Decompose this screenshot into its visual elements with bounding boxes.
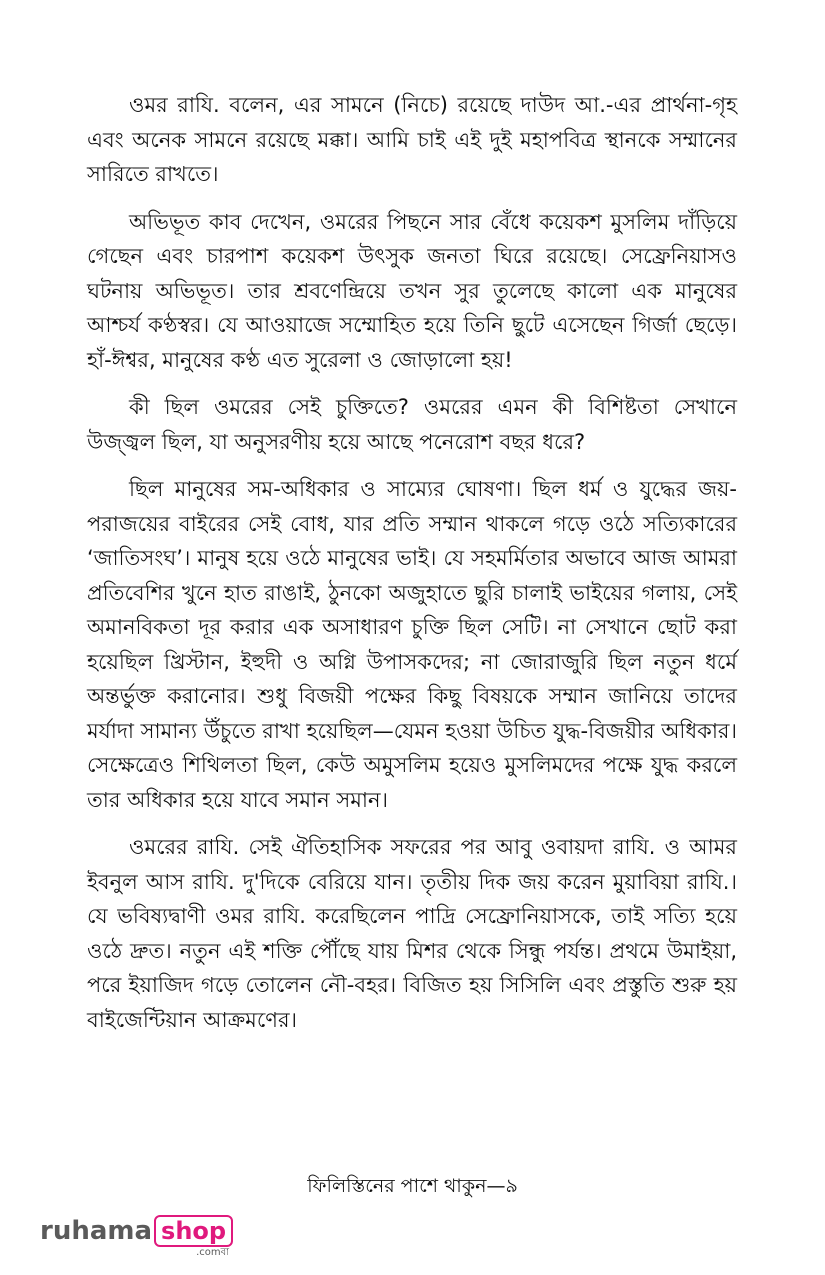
logo-shop-badge	[154, 1215, 233, 1258]
paragraph-4: ছিল মানুষের সম-অধিকার ও সাম্যের ঘোষণা। ছিল ধর্ম ও যুদ্ধের জয়-পরাজয়ের বাইরের সেই বোধ, যার প্রতি সম্মান থাকলে গড়ে ওঠে সত্যিকারের ‘জাতিসংঘ’। মানুষ হয়ে ওঠে মানুষের ভাই। যে সহমর্মিতার অভাবে আজ আমরা প্রতিবেশির খুনে হাত রাঙাই, ঠুনকো অজুহাতে ছুরি চালাই ভাইয়ের গলায়, সেই অমানবিকতা দূর করার এক অসাধারণ চুক্তি ছিল সেটি। না সেখানে ছোট করা হয়েছিল খ্রিস্টান, ইহুদী ও অগ্নি উপাসকদের; না জোরাজুরি ছিল নতুন ধর্মে অন্তর্ভুক্ত করানোর। শুধু বিজয়ী পক্ষের কিছু বিষয়কে সম্মান জানিয়ে তাদের মর্যাদা সামান্য উঁচুতে রাখা হয়েছিল—যেমন হওয়া উচিত যুদ্ধ-বিজয়ীর অধিকার। সেক্ষেত্রেও শিথিলতা ছিল, কেউ অমুসলিম হয়েও মুসলিমদের পক্ষে যুদ্ধ করলে তার অধিকার হয়ে যাবে সমান সমান।	[87, 477, 737, 812]
running-footer: ফিলিস্তিনের পাশে থাকুন—৯	[307, 1175, 518, 1197]
page-body	[87, 88, 737, 1050]
logo-domain: .comবা	[196, 1247, 230, 1258]
paragraph-5: ওমরের রাযি. সেই ঐতিহাসিক সফরের পর আবু ওবায়দা রাযি. ও আমর ইবনুল আস রাযি. দু'দিকে বেরিয়ে যান। তৃতীয় দিক জয় করেন মুয়াবিয়া রাযি.। যে ভবিষ্যদ্বাণী ওমর রাযি. করেছিলেন পাদ্রি সেফ্রোনিয়াসকে, তাই সত্যি হয়ে ওঠে দ্রুত। নতুন এই শক্তি পৌঁছে যায় মিশর থেকে সিন্ধু পর্যন্ত। প্রথমে উমাইয়া, পরে ইয়াজিদ গড়ে তোলেন নৌ-বহর। বিজিত হয় সিসিলি এবং প্রস্তুতি শুরু হয় বাইজেন্টিয়ান আক্রমণের।	[87, 835, 737, 1032]
logo-wordmark: ruhama	[40, 1216, 153, 1246]
ruhamashop-logo	[40, 1215, 233, 1258]
paragraph-3: কী ছিল ওমরের সেই চুক্তিতে? ওমরের এমন কী বিশিষ্টতা সেখানে উজ্জ্বল ছিল, যা অনুসরণীয় হয়ে আছে পনেরোশ বছর ধরে?	[87, 395, 737, 454]
paragraph-1: ওমর রাযি. বলেন, এর সামনে (নিচে) রয়েছে দাউদ আ.-এর প্রার্থনা-গৃহ এবং অনেক সামনে রয়েছে মক্কা। আমি চাই এই দুই মহাপবিত্র স্থানকে সম্মানের সারিতে রাখতে।	[87, 93, 737, 186]
paragraph-2: অভিভূত কাব দেখেন, ওমরের পিছনে সার বেঁধে কয়েকশ মুসলিম দাঁড়িয়ে গেছেন এবং চারপাশ কয়েকশ উৎসুক জনতা ঘিরে রয়েছে। সেফ্রেনিয়াসও ঘটনায় অভিভূত। তার শ্রবণেন্দ্রিয়ে তখন সুর তুলেছে কালো এক মানুষের আশ্চর্য কণ্ঠস্বর। যে আওয়াজে সম্মোহিত হয়ে তিনি ছুটে এসেছেন গির্জা ছেড়ে। হাঁ-ঈশ্বর, মানুষের কণ্ঠ এত সুরেলা ও জোড়ালো হয়!	[87, 209, 737, 372]
logo-shop-text: shop	[161, 1217, 227, 1245]
